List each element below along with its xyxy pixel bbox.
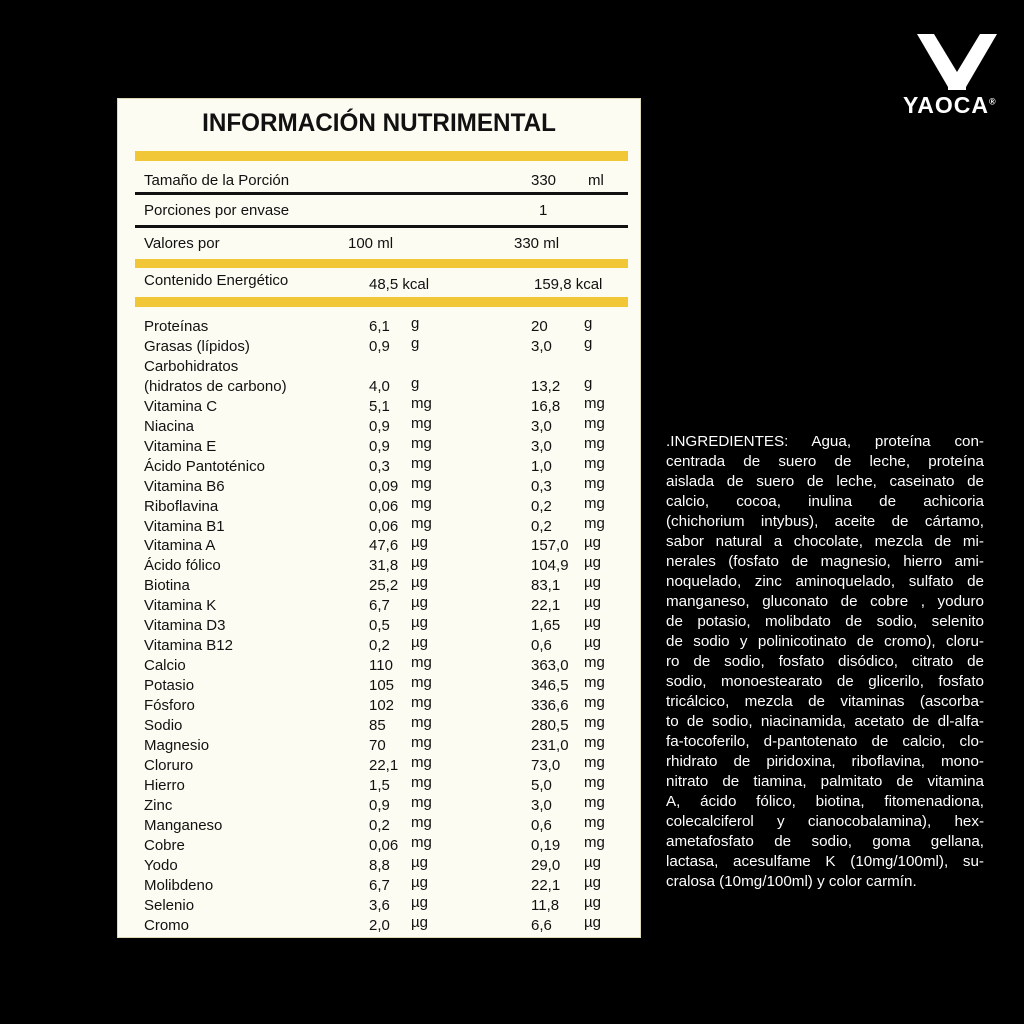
nutrient-name: Cobre [144,836,185,854]
nutrient-value-330ml: 0,2 [531,497,552,515]
nutrient-name: Vitamina C [144,397,218,415]
nutrient-value-330ml: 16,8 [531,397,561,415]
nutrient-value-100ml: 3,6 [369,896,390,914]
nutrient-unit-100ml: mg [411,833,432,851]
nutrient-unit-330ml: µg [584,634,601,652]
black-divider [135,225,628,228]
nutrient-value-330ml: 3,0 [531,796,552,814]
servings-per-container-value: 1 [539,202,548,219]
nutrient-unit-330ml: µg [584,913,601,931]
ingredients-line: to de sodio, niacinamida, acetato de dl-alfa- [666,713,984,730]
nutrient-unit-100ml: µg [411,893,428,911]
nutrient-value-330ml: 280,5 [531,717,569,734]
energy-label: Contenido Energético [144,272,289,289]
nutrient-value-330ml: 20 [531,318,548,335]
ingredients-line: nitrato de tiamina, palmitato de vitamina [666,773,984,790]
nutrient-unit-100ml: mg [411,394,432,412]
nutrient-name: Niacina [144,417,195,435]
nutrient-unit-100ml: g [411,374,420,392]
nutrient-unit-330ml: mg [584,454,605,472]
nutrient-unit-330ml: mg [584,514,605,532]
ingredients-line: .INGREDIENTES: Agua, proteína con- [666,433,984,450]
nutrient-name: Vitamina B12 [144,637,233,655]
nutrient-name: Vitamina K [144,597,217,615]
nutrient-value-100ml: 2,0 [369,916,390,934]
nutrient-name: (hidratos de carbono) [144,377,287,395]
nutrient-value-100ml: 8,8 [369,856,390,874]
nutrient-name: Vitamina D3 [144,617,226,635]
nutrient-value-330ml: 0,6 [531,637,552,655]
nutrient-name: Ácido fólico [144,557,221,575]
nutrient-unit-100ml: mg [411,714,432,731]
nutrient-value-330ml: 157,0 [531,537,569,555]
nutrient-value-330ml: 73,0 [531,756,561,774]
nutrient-name: Cromo [144,916,190,934]
ingredients-line: sodio, monoestearato de glicerilo, fosfato [666,673,984,690]
ingredients-text [666,432,984,892]
nutrient-unit-330ml: µg [584,594,601,612]
serving-size-label: Tamaño de la Porción [144,172,290,189]
energy-col1: 48,5 kcal [369,276,430,293]
yellow-divider [135,151,628,161]
ingredients-line: noquelado, zinc aminoquelado, sulfato de [666,573,984,590]
nutrient-value-100ml: 105 [369,677,395,695]
nutrient-unit-100ml: µg [411,873,428,891]
yellow-divider [135,259,628,268]
nutrient-unit-330ml: mg [584,733,605,751]
nutrient-unit-330ml: mg [584,494,605,512]
nutrient-unit-100ml: µg [411,913,428,931]
nutrient-value-330ml: 0,6 [531,816,552,834]
ingredients-line: fa-tocoferilo, d-pantotenato de calcio, clo- [666,733,984,750]
nutrient-unit-100ml: mg [411,694,432,712]
nutrient-unit-100ml: mg [411,474,432,492]
nutrient-value-330ml: 29,0 [531,856,561,874]
nutrient-unit-330ml: mg [584,773,605,791]
nutrient-value-100ml: 0,5 [369,617,390,635]
nutrient-unit-330ml: mg [584,714,605,731]
nutrient-unit-330ml: g [584,315,593,332]
nutrient-unit-100ml: µg [411,574,428,592]
ingredients-line: ro de sodio, fosfato disódico, citrato de [666,653,984,670]
nutrient-name: Potasio [144,677,195,695]
nutrient-unit-100ml: mg [411,793,432,811]
nutrient-name: Fósforo [144,697,195,715]
nutrient-unit-100ml: µg [411,554,428,572]
nutrient-name: Riboflavina [144,497,219,515]
nutrient-value-100ml: 85 [369,717,386,734]
nutrient-value-100ml: 0,06 [369,497,399,515]
nutrient-value-100ml: 25,2 [369,577,399,595]
nutrition-facts-panel [117,98,641,938]
nutrient-value-100ml: 102 [369,697,395,715]
nutrient-value-100ml: 0,09 [369,477,399,495]
nutrient-name: Grasas (lípidos) [144,337,250,355]
nutrient-unit-330ml: mg [584,474,605,492]
nutrient-value-100ml: 0,9 [369,337,390,355]
nutrient-unit-330ml: mg [584,434,605,452]
nutrient-value-330ml: 3,0 [531,337,552,355]
nutrient-unit-100ml: mg [411,494,432,512]
nutrient-name: Vitamina E [144,437,217,455]
nutrient-value-330ml: 104,9 [531,557,569,575]
nutrient-unit-100ml: µg [411,594,428,612]
nutrient-unit-100ml: mg [411,514,432,532]
nutrient-unit-330ml: µg [584,554,601,572]
values-per-label: Valores por [144,235,220,252]
nutrient-value-100ml: 70 [369,736,386,754]
ingredients-line: calcio, cocoa, inulina de achicoria [666,493,984,510]
nutrient-unit-330ml: µg [584,614,601,632]
nutrient-value-330ml: 231,0 [531,736,569,754]
nutrient-name: Proteínas [144,318,209,335]
ingredients-line: centrada de suero de leche, proteína [666,453,984,470]
nutrient-value-100ml: 0,9 [369,796,390,814]
nutrient-name: Selenio [144,896,195,914]
ingredients-line: de potasio, molibdato de sodio, selenito [666,613,984,630]
nutrient-unit-330ml: µg [584,574,601,592]
ingredients-line: aislada de suero de leche, caseinato de [666,473,984,490]
nutrition-title: INFORMACIÓN NUTRIMENTAL [202,109,556,137]
nutrient-unit-100ml: µg [411,634,428,652]
nutrient-name: Vitamina B6 [144,477,225,495]
nutrient-unit-100ml: g [411,334,420,352]
nutrient-unit-330ml: µg [584,893,601,911]
nutrient-unit-330ml: mg [584,813,605,831]
nutrient-value-100ml: 0,2 [369,637,390,655]
nutrient-name: Magnesio [144,736,210,754]
nutrient-value-330ml: 83,1 [531,577,561,595]
nutrient-value-100ml: 0,3 [369,457,390,475]
nutrient-value-330ml: 11,8 [531,896,560,914]
nutrient-value-330ml: 13,2 [531,377,561,395]
nutrient-value-100ml: 0,9 [369,417,390,435]
nutrient-value-330ml: 0,3 [531,477,552,495]
nutrient-name: Calcio [144,657,186,675]
nutrient-unit-330ml: g [584,334,593,352]
brand-name: YAOCA [903,92,989,118]
values-per-col1: 100 ml [348,235,394,252]
nutrient-unit-100ml: mg [411,753,432,771]
nutrient-name: Biotina [144,577,190,595]
nutrient-value-100ml: 1,5 [369,776,390,794]
ingredients-line: (chichorium intybus), aceite de cártamo, [666,513,984,530]
black-divider [135,192,628,195]
nutrient-unit-330ml: g [584,374,593,392]
serving-size-value: 330 [531,172,557,189]
nutrient-value-100ml: 0,06 [369,517,399,535]
nutrient-value-100ml: 4,0 [369,377,390,395]
brand-wordmark [903,92,996,119]
ingredients-line: ametafosfato de sodio, goma gellana, [666,833,984,850]
nutrient-value-330ml: 6,6 [531,916,552,934]
nutrient-name: Yodo [144,856,178,874]
nutrient-unit-100ml: mg [411,654,432,672]
nutrient-value-330ml: 5,0 [531,776,552,794]
nutrient-value-100ml: 6,1 [369,318,390,335]
nutrient-unit-330ml: mg [584,654,605,672]
nutrient-unit-330ml: mg [584,414,605,432]
nutrient-value-100ml: 47,6 [369,537,399,555]
nutrient-unit-100ml: mg [411,813,432,831]
nutrient-unit-100ml: µg [411,534,428,552]
ingredients-line: sabor natural a chocolate, mezcla de mi- [666,533,984,550]
nutrient-unit-330ml: mg [584,793,605,811]
nutrient-value-330ml: 1,0 [531,457,552,475]
nutrient-value-330ml: 363,0 [531,657,569,675]
nutrient-unit-100ml: mg [411,773,432,791]
nutrient-unit-100ml: µg [411,614,428,632]
nutrient-name: Hierro [144,776,185,794]
nutrient-unit-100ml: µg [411,853,428,871]
ingredients-line: manganeso, gluconato de cobre , yoduro [666,593,984,610]
servings-per-container-label: Porciones por envase [144,202,290,219]
nutrient-unit-100ml: mg [411,414,432,432]
nutrient-unit-100ml: mg [411,674,432,692]
nutrient-name: Cloruro [144,756,194,774]
nutrient-value-100ml: 6,7 [369,597,390,615]
nutrient-value-330ml: 346,5 [531,677,569,695]
nutrient-name: Vitamina B1 [144,517,225,535]
nutrient-value-330ml: 0,19 [531,836,561,854]
registered-mark: ® [988,96,996,107]
nutrient-name: Vitamina A [144,537,216,555]
nutrient-value-330ml: 0,2 [531,517,552,535]
nutrient-value-330ml: 1,65 [531,617,561,635]
nutrient-unit-330ml: mg [584,394,605,412]
nutrient-value-330ml: 22,1 [531,876,561,894]
ingredients-line: colecalciferol y cianocobalamina), hex- [666,813,984,830]
energy-col2: 159,8 kcal [534,276,603,293]
nutrient-value-330ml: 22,1 [531,597,561,615]
ingredients-line: nerales (fosfato de magnesio, hierro ami- [666,553,984,570]
ingredients-line: cralosa (10mg/100ml) y color carmín. [666,873,917,890]
nutrient-value-330ml: 336,6 [531,697,569,715]
nutrient-value-100ml: 5,1 [369,397,390,415]
serving-size-unit: ml [588,172,604,189]
ingredients-line: A, ácido fólico, biotina, fitomenadiona, [666,793,984,810]
nutrient-value-100ml: 110 [369,657,393,675]
nutrient-unit-330ml: mg [584,694,605,712]
nutrient-unit-100ml: mg [411,733,432,751]
nutrient-unit-330ml: mg [584,674,605,692]
ingredients-line: tricálcico, mezcla de vitaminas (ascorba- [666,693,984,710]
nutrient-unit-330ml: mg [584,753,605,771]
nutrient-value-100ml: 22,1 [369,756,399,774]
nutrient-name: Sodio [144,717,183,734]
nutrient-unit-100ml: g [411,315,420,332]
yellow-divider [135,297,628,307]
nutrient-unit-330ml: µg [584,534,601,552]
nutrient-value-330ml: 3,0 [531,437,552,455]
nutrient-value-100ml: 0,9 [369,437,390,455]
ingredients-line: lactasa, acesulfame K (10mg/100ml), su- [666,853,984,870]
nutrient-unit-100ml: mg [411,454,432,472]
nutrient-name: Ácido Pantoténico [144,457,265,475]
ingredients-line: de sodio y polinicotinato de cromo), cloru- [666,633,984,650]
nutrient-value-100ml: 0,2 [369,816,390,834]
nutrient-unit-330ml: µg [584,873,601,891]
nutrient-value-100ml: 0,06 [369,836,399,854]
nutrient-value-100ml: 31,8 [369,557,399,575]
values-per-col2: 330 ml [514,235,560,252]
nutrient-unit-330ml: mg [584,833,605,851]
nutrient-value-330ml: 3,0 [531,417,552,435]
carb-label-line1: Carbohidratos [144,358,239,375]
nutrient-unit-330ml: µg [584,853,601,871]
ingredients-line: rhidrato de piridoxina, riboflavina, mono- [666,753,984,770]
nutrient-value-100ml: 6,7 [369,876,390,894]
nutrient-unit-100ml: mg [411,434,432,452]
nutrient-name: Manganeso [144,816,223,834]
nutrient-name: Zinc [144,796,173,814]
nutrient-name: Molibdeno [144,876,214,894]
